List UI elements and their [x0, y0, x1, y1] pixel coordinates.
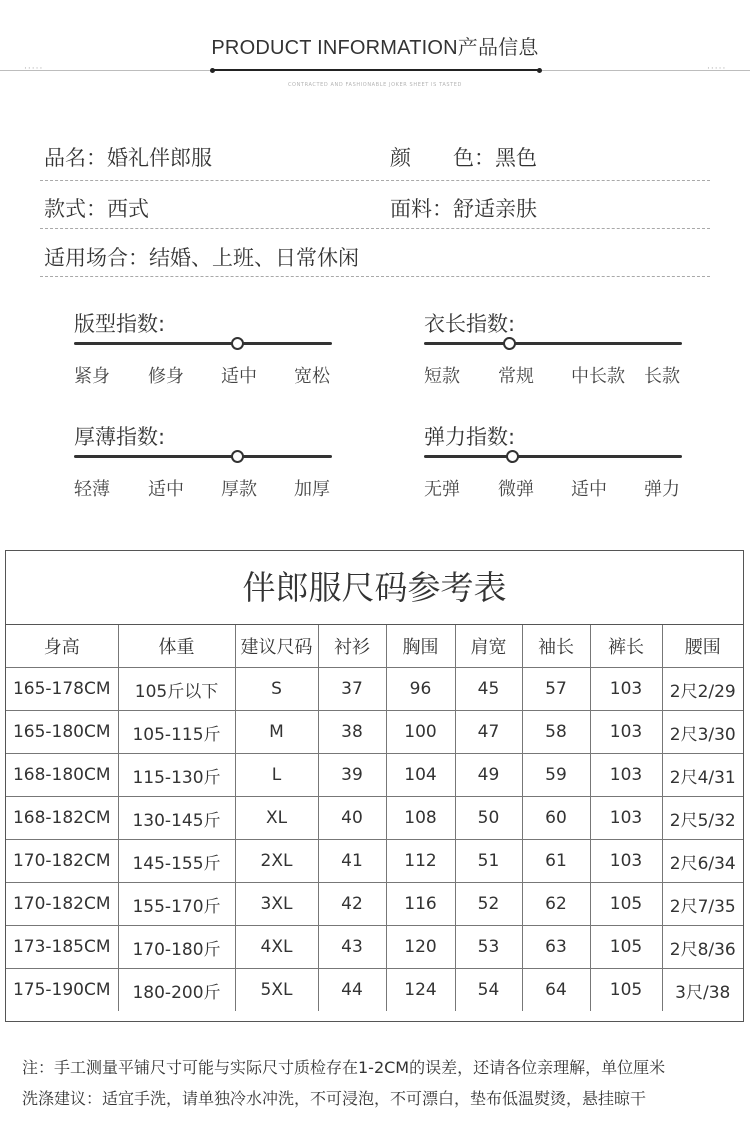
table-cell: 38: [318, 711, 386, 754]
table-cell: 120: [386, 926, 455, 969]
table-cell: 180-200斤: [118, 969, 235, 1012]
index-scale-bar: [74, 342, 332, 345]
table-cell: 108: [386, 797, 455, 840]
info-divider: [40, 180, 710, 181]
fit-index: [74, 308, 364, 403]
header-divider-dot-left: [210, 68, 215, 73]
table-cell: 2XL: [235, 840, 318, 883]
index-option: 修身: [148, 366, 184, 387]
table-cell: 103: [590, 840, 662, 883]
index-option: 紧身: [74, 366, 110, 387]
table-cell: 165-178CM: [6, 668, 118, 711]
table-cell: 170-182CM: [6, 883, 118, 926]
table-cell: 49: [455, 754, 522, 797]
table-cell: 52: [455, 883, 522, 926]
index-marker: [231, 450, 244, 463]
table-cell: 42: [318, 883, 386, 926]
section-title: PRODUCT INFORMATION产品信息: [211, 37, 539, 59]
table-cell: 112: [386, 840, 455, 883]
table-cell: 168-182CM: [6, 797, 118, 840]
table-row: [6, 797, 743, 840]
table-cell: 103: [590, 797, 662, 840]
index-scale-bar: [424, 455, 682, 458]
table-cell: 105-115斤: [118, 711, 235, 754]
washing-note: 洗涤建议：适宜手洗，请单独冷水冲洗，不可浸泡，不可漂白，垫布低温熨烫，悬挂晾干: [22, 1089, 647, 1108]
table-cell: 62: [522, 883, 590, 926]
table-cell: 58: [522, 711, 590, 754]
table-cell: 168-180CM: [6, 754, 118, 797]
index-title: 弹力指数:: [424, 425, 516, 449]
index-option: 厚款: [221, 479, 257, 500]
column-header: 胸围: [386, 625, 455, 668]
size-table: [6, 625, 743, 1011]
table-cell: 105: [590, 926, 662, 969]
table-row: [6, 883, 743, 926]
table-cell: 61: [522, 840, 590, 883]
table-cell: S: [235, 668, 318, 711]
index-option: 长款: [644, 366, 680, 387]
table-row: [6, 926, 743, 969]
table-cell: XL: [235, 797, 318, 840]
table-cell: 103: [590, 754, 662, 797]
table-cell: 103: [590, 711, 662, 754]
product-name: 品名：婚礼伴郎服: [44, 146, 212, 170]
table-cell: M: [235, 711, 318, 754]
table-cell: 124: [386, 969, 455, 1012]
table-cell: 47: [455, 711, 522, 754]
header-divider-dot-right: [537, 68, 542, 73]
table-cell: 43: [318, 926, 386, 969]
column-header: 体重: [118, 625, 235, 668]
table-cell: 105: [590, 883, 662, 926]
table-cell: 37: [318, 668, 386, 711]
table-cell: 2尺8/36: [662, 926, 743, 969]
table-cell: 4XL: [235, 926, 318, 969]
table-cell: 2尺3/30: [662, 711, 743, 754]
table-row: [6, 840, 743, 883]
table-cell: 115-130斤: [118, 754, 235, 797]
column-header: 建议尺码: [235, 625, 318, 668]
size-chart: [5, 550, 744, 1022]
table-row: [6, 668, 743, 711]
table-cell: 130-145斤: [118, 797, 235, 840]
table-cell: 2尺6/34: [662, 840, 743, 883]
table-cell: 105: [590, 969, 662, 1012]
table-cell: 51: [455, 840, 522, 883]
column-header: 裤长: [590, 625, 662, 668]
column-header: 身高: [6, 625, 118, 668]
header-dots-left: ·····: [24, 64, 44, 74]
index-option: 无弹: [424, 479, 460, 500]
table-row: [6, 969, 743, 1012]
info-divider: [40, 228, 710, 229]
index-option: 加厚: [294, 479, 330, 500]
length-index: [424, 308, 714, 403]
table-cell: 2尺4/31: [662, 754, 743, 797]
table-cell: 175-190CM: [6, 969, 118, 1012]
table-cell: 3XL: [235, 883, 318, 926]
thickness-index: [74, 421, 364, 516]
index-option: 弹力: [644, 479, 680, 500]
index-option: 适中: [148, 479, 184, 500]
index-option: 短款: [424, 366, 460, 387]
table-cell: 170-180斤: [118, 926, 235, 969]
table-row: [6, 711, 743, 754]
index-marker: [231, 337, 244, 350]
table-cell: 39: [318, 754, 386, 797]
table-cell: 2尺7/35: [662, 883, 743, 926]
table-cell: 45: [455, 668, 522, 711]
table-cell: 54: [455, 969, 522, 1012]
product-color: 颜 色：黑色: [390, 146, 537, 170]
table-cell: 60: [522, 797, 590, 840]
index-option: 中长款: [571, 366, 625, 387]
table-cell: 165-180CM: [6, 711, 118, 754]
table-cell: 53: [455, 926, 522, 969]
column-header: 袖长: [522, 625, 590, 668]
measurement-note: 注：手工测量平铺尺寸可能与实际尺寸质检存在1-2CM的误差，还请各位亲理解，单位厘米: [22, 1058, 666, 1077]
product-occasion: 适用场合：结婚、上班、日常休闲: [44, 246, 359, 270]
section-subtitle: CONTRACTED AND FASHIONABLE JOKER SHEET IS TASTED: [287, 82, 463, 88]
table-cell: 96: [386, 668, 455, 711]
elasticity-index: [424, 421, 714, 516]
table-cell: 100: [386, 711, 455, 754]
table-cell: 2尺2/29: [662, 668, 743, 711]
table-cell: 40: [318, 797, 386, 840]
column-header: 腰围: [662, 625, 743, 668]
index-title: 厚薄指数:: [74, 425, 166, 449]
table-cell: 2尺5/32: [662, 797, 743, 840]
info-divider: [40, 276, 710, 277]
product-fabric: 面料：舒适亲肤: [390, 197, 537, 221]
index-option: 适中: [221, 366, 257, 387]
index-scale-bar: [74, 455, 332, 458]
index-title: 衣长指数:: [424, 312, 516, 336]
table-cell: 104: [386, 754, 455, 797]
header-dots-right: ·····: [707, 64, 727, 74]
index-option: 常规: [498, 366, 534, 387]
table-cell: 41: [318, 840, 386, 883]
size-chart-title: 伴郎服尺码参考表: [6, 551, 743, 625]
index-option: 宽松: [294, 366, 330, 387]
table-cell: 64: [522, 969, 590, 1012]
table-cell: 44: [318, 969, 386, 1012]
table-cell: 63: [522, 926, 590, 969]
index-marker: [503, 337, 516, 350]
table-cell: 116: [386, 883, 455, 926]
table-cell: 5XL: [235, 969, 318, 1012]
index-option: 轻薄: [74, 479, 110, 500]
table-cell: 3尺/38: [662, 969, 743, 1012]
table-cell: L: [235, 754, 318, 797]
index-marker: [506, 450, 519, 463]
index-option: 微弹: [498, 479, 534, 500]
header-divider-main: [212, 69, 540, 71]
table-cell: 155-170斤: [118, 883, 235, 926]
column-header: 肩宽: [455, 625, 522, 668]
product-style: 款式：西式: [44, 197, 149, 221]
index-option: 适中: [571, 479, 607, 500]
table-row: [6, 754, 743, 797]
table-cell: 57: [522, 668, 590, 711]
column-header: 衬衫: [318, 625, 386, 668]
table-cell: 50: [455, 797, 522, 840]
table-cell: 173-185CM: [6, 926, 118, 969]
table-cell: 145-155斤: [118, 840, 235, 883]
table-cell: 170-182CM: [6, 840, 118, 883]
index-title: 版型指数:: [74, 312, 166, 336]
table-cell: 59: [522, 754, 590, 797]
index-scale-bar: [424, 342, 682, 345]
table-cell: 103: [590, 668, 662, 711]
table-cell: 105斤以下: [118, 668, 235, 711]
